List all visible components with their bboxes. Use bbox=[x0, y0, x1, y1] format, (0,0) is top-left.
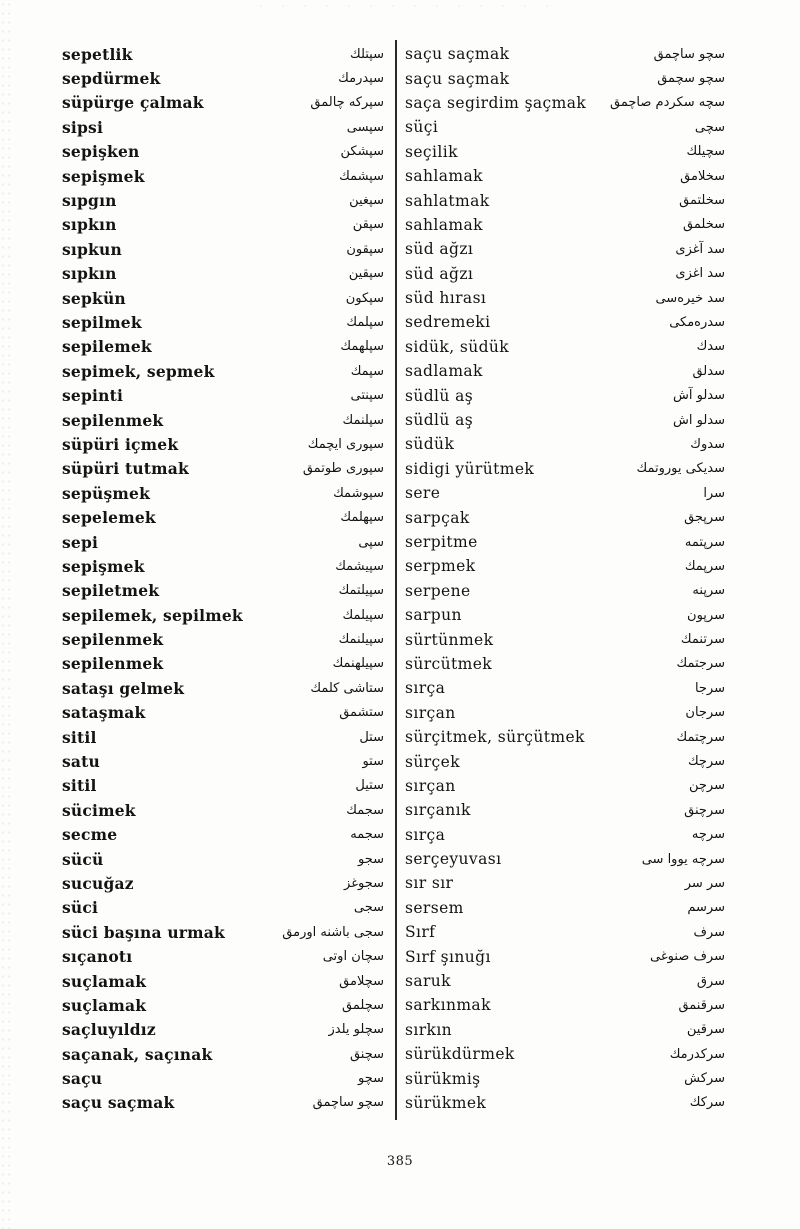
entry-ottoman-script: سدوك bbox=[690, 436, 725, 452]
entry-transliteration: serpene bbox=[405, 581, 471, 600]
entry-ottoman-script: سجمه bbox=[350, 827, 384, 843]
entry-ottoman-script: ستشمق bbox=[339, 705, 384, 721]
entry-transliteration: sepilemek, sepilmek bbox=[62, 605, 243, 625]
entry-ottoman-script: سچلمق bbox=[342, 997, 384, 1013]
dictionary-entry bbox=[62, 286, 384, 310]
dictionary-entry bbox=[405, 701, 725, 725]
entry-transliteration: sır sır bbox=[405, 874, 454, 893]
dictionary-entry bbox=[62, 115, 384, 139]
entry-ottoman-script: سچی bbox=[694, 119, 725, 135]
dictionary-entry bbox=[62, 66, 384, 90]
dictionary-entry bbox=[62, 310, 384, 334]
entry-ottoman-script: سچه سکردم صاچمق bbox=[610, 95, 725, 111]
entry-ottoman-script: سپهلمك bbox=[340, 510, 384, 526]
entry-transliteration: sepilenmek bbox=[62, 410, 164, 430]
entry-ottoman-script: سرپون bbox=[687, 607, 725, 623]
entry-transliteration: sürçitmek, sürçütmek bbox=[405, 728, 585, 747]
entry-ottoman-script: سپیلنمك bbox=[338, 632, 384, 648]
entry-ottoman-script: ستاشی کلمك bbox=[310, 680, 384, 696]
dictionary-entry bbox=[405, 164, 725, 188]
dictionary-entry bbox=[405, 505, 725, 529]
entry-ottoman-script: سخلمق bbox=[683, 217, 725, 233]
entry-transliteration: sepiletmek bbox=[62, 581, 160, 601]
dictionary-entry bbox=[405, 1018, 725, 1042]
column-divider bbox=[395, 40, 397, 1120]
entry-ottoman-script: سرکدرمك bbox=[669, 1046, 725, 1062]
entry-ottoman-script: سد خیره‌سی bbox=[655, 290, 725, 306]
entry-transliteration: saçluyıldız bbox=[62, 1020, 156, 1040]
entry-ottoman-script: سخلتمق bbox=[679, 193, 725, 209]
entry-ottoman-script: سجوغز bbox=[344, 875, 384, 891]
entry-ottoman-script: سچیلك bbox=[686, 144, 725, 160]
dictionary-entry bbox=[405, 1066, 725, 1090]
entry-ottoman-script: سپقون bbox=[346, 241, 384, 257]
entry-transliteration: sataşmak bbox=[62, 703, 146, 723]
entry-transliteration: sitil bbox=[62, 727, 97, 747]
entry-ottoman-script: سپتلك bbox=[350, 46, 384, 62]
dictionary-entry bbox=[405, 457, 725, 481]
entry-transliteration: sepişmek bbox=[62, 556, 145, 576]
dictionary-entry bbox=[62, 579, 384, 603]
entry-transliteration: sıpkın bbox=[62, 264, 117, 284]
entry-transliteration: sidük, südük bbox=[405, 337, 510, 356]
entry-ottoman-script: سجی bbox=[353, 900, 384, 916]
entry-ottoman-script: سپیلهنمك bbox=[332, 656, 384, 672]
dictionary-entry bbox=[405, 579, 725, 603]
entry-transliteration: sipsi bbox=[62, 117, 104, 137]
entry-transliteration: Sırf şınuğı bbox=[405, 947, 491, 966]
entry-ottoman-script: سچو bbox=[358, 1071, 384, 1087]
entry-ottoman-script: ستیل bbox=[355, 778, 384, 794]
entry-ottoman-script: سدك bbox=[696, 339, 725, 355]
entry-transliteration: sepilenmek bbox=[62, 654, 164, 674]
entry-ottoman-script: سپقن bbox=[352, 217, 384, 233]
entry-transliteration: suçlamak bbox=[62, 995, 147, 1015]
dictionary-entry bbox=[405, 42, 725, 66]
dictionary-entry bbox=[405, 115, 725, 139]
entry-transliteration: sıçanotı bbox=[62, 947, 133, 967]
entry-transliteration: süpüri tutmak bbox=[62, 459, 189, 479]
entry-ottoman-script: سچنق bbox=[349, 1046, 384, 1062]
entry-transliteration: sepetlik bbox=[62, 44, 133, 64]
dictionary-entry bbox=[62, 969, 384, 993]
dictionary-entry bbox=[62, 993, 384, 1017]
dictionary-entry bbox=[62, 42, 384, 66]
entry-ottoman-script: سپیشمك bbox=[335, 558, 384, 574]
entry-transliteration: serçeyuvası bbox=[405, 850, 502, 869]
entry-transliteration: sarpçak bbox=[405, 508, 470, 527]
entry-ottoman-script: سپی bbox=[358, 534, 384, 550]
entry-transliteration: sırçan bbox=[405, 703, 456, 722]
entry-transliteration: sıpkın bbox=[62, 215, 117, 235]
entry-transliteration: sırça bbox=[405, 679, 446, 698]
entry-transliteration: sürcütmek bbox=[405, 654, 493, 673]
entry-transliteration: satu bbox=[62, 752, 100, 772]
dictionary-entry bbox=[62, 237, 384, 261]
dictionary-entry bbox=[405, 188, 725, 212]
entry-transliteration: sürükmiş bbox=[405, 1069, 481, 1088]
entry-ottoman-script: سدلو اش bbox=[672, 412, 725, 428]
dictionary-entry bbox=[62, 1042, 384, 1066]
entry-transliteration: sepelemek bbox=[62, 508, 156, 528]
dictionary-entry bbox=[62, 554, 384, 578]
dictionary-entry bbox=[405, 627, 725, 651]
entry-ottoman-script: سرپمك bbox=[684, 558, 725, 574]
dictionary-entry bbox=[405, 920, 725, 944]
dictionary-entry bbox=[62, 213, 384, 237]
dictionary-entry bbox=[405, 335, 725, 359]
entry-ottoman-script: سچان اوتی bbox=[322, 949, 384, 965]
dictionary-entry bbox=[405, 286, 725, 310]
entry-ottoman-script: سخلامق bbox=[680, 168, 725, 184]
entry-ottoman-script: سر سر bbox=[684, 875, 725, 891]
entry-transliteration: südlü aş bbox=[405, 386, 474, 405]
entry-transliteration: sürükdürmek bbox=[405, 1045, 515, 1064]
entry-transliteration: sucuğaz bbox=[62, 873, 134, 893]
entry-ottoman-script: سد آغزی bbox=[675, 241, 725, 257]
dictionary-entry bbox=[405, 1091, 725, 1115]
entry-ottoman-script: سرپجق bbox=[684, 510, 725, 526]
entry-ottoman-script: سپسی bbox=[346, 119, 384, 135]
dictionary-entry bbox=[62, 823, 384, 847]
entry-ottoman-script: سرپتمه bbox=[684, 534, 725, 550]
entry-transliteration: secme bbox=[62, 825, 118, 845]
entry-ottoman-script: سپدرمك bbox=[338, 71, 384, 87]
dictionary-entry bbox=[405, 749, 725, 773]
dictionary-entry bbox=[405, 944, 725, 968]
entry-ottoman-script: سچلو یلدز bbox=[328, 1022, 384, 1038]
entry-ottoman-script: سرسم bbox=[687, 900, 725, 916]
dictionary-entry bbox=[62, 701, 384, 725]
entry-transliteration: sürükmek bbox=[405, 1093, 487, 1112]
entry-ottoman-script: سپیلمك bbox=[342, 607, 384, 623]
entry-transliteration: sepüşmek bbox=[62, 483, 151, 503]
entry-ottoman-script: سچو سچمق bbox=[657, 71, 725, 87]
entry-transliteration: sahlatmak bbox=[405, 191, 490, 210]
entry-ottoman-script: سچو ساچمق bbox=[312, 1095, 384, 1111]
entry-transliteration: süd ağzı bbox=[405, 264, 474, 283]
dictionary-entry bbox=[405, 408, 725, 432]
entry-ottoman-script: سدلق bbox=[692, 363, 725, 379]
entry-transliteration: sıpkun bbox=[62, 239, 122, 259]
dictionary-entry bbox=[405, 676, 725, 700]
entry-ottoman-script: سدره‌مکی bbox=[669, 314, 725, 330]
dictionary-entry bbox=[405, 725, 725, 749]
entry-transliteration: sepilenmek bbox=[62, 630, 164, 650]
dictionary-entry bbox=[405, 91, 725, 115]
entry-ottoman-script: سرجان bbox=[685, 705, 725, 721]
entry-transliteration: sahlamak bbox=[405, 215, 483, 234]
entry-ottoman-script: ستو bbox=[362, 754, 384, 770]
entry-ottoman-script: سپیلتمك bbox=[338, 583, 384, 599]
entry-transliteration: süci bbox=[62, 898, 99, 918]
entry-transliteration: sücimek bbox=[62, 800, 136, 820]
entry-transliteration: saçu bbox=[62, 1069, 103, 1089]
entry-transliteration: sepi bbox=[62, 532, 99, 552]
dictionary-entry bbox=[405, 896, 725, 920]
entry-transliteration: sürtünmek bbox=[405, 630, 494, 649]
scan-top-marks bbox=[250, 2, 550, 12]
entry-transliteration: sataşı gelmek bbox=[62, 678, 185, 698]
dictionary-entry bbox=[62, 944, 384, 968]
dictionary-entry bbox=[405, 871, 725, 895]
entry-ottoman-script: ستل bbox=[359, 729, 384, 745]
page-number: 385 bbox=[386, 1154, 414, 1169]
entry-ottoman-script: سپغین bbox=[349, 193, 384, 209]
entry-ottoman-script: سجو bbox=[358, 851, 384, 867]
entry-transliteration: sürçek bbox=[405, 752, 460, 771]
entry-ottoman-script: سرچن bbox=[689, 778, 725, 794]
entry-ottoman-script: سرپنه bbox=[692, 583, 725, 599]
dictionary-entry bbox=[405, 66, 725, 90]
entry-transliteration: süpürge çalmak bbox=[62, 93, 204, 113]
entry-ottoman-script: سرچك bbox=[687, 754, 725, 770]
entry-transliteration: sırçan bbox=[405, 776, 456, 795]
entry-transliteration: serpitme bbox=[405, 533, 478, 551]
dictionary-entry bbox=[62, 359, 384, 383]
entry-transliteration: saçu saçmak bbox=[62, 1093, 175, 1113]
entry-ottoman-script: سپوری طوتمق bbox=[302, 461, 384, 477]
dictionary-entry bbox=[62, 1091, 384, 1115]
right-column bbox=[405, 42, 725, 1115]
dictionary-entry bbox=[62, 530, 384, 554]
dictionary-entry bbox=[62, 603, 384, 627]
entry-ottoman-script: سرف bbox=[693, 924, 725, 940]
dictionary-entry bbox=[405, 432, 725, 456]
entry-ottoman-script: سپلنمك bbox=[342, 412, 384, 428]
entry-transliteration: sırçanık bbox=[405, 801, 471, 820]
entry-transliteration: suçlamak bbox=[62, 971, 147, 991]
entry-ottoman-script: سپشکن bbox=[340, 144, 384, 160]
entry-transliteration: saçanak, saçınak bbox=[62, 1044, 213, 1064]
entry-transliteration: sıpgın bbox=[62, 191, 117, 211]
entry-transliteration: serpmek bbox=[405, 557, 476, 576]
entry-transliteration: sepilemek bbox=[62, 337, 152, 357]
dictionary-entry bbox=[62, 749, 384, 773]
dictionary-entry bbox=[62, 188, 384, 212]
entry-ottoman-script: سرچتمك bbox=[676, 729, 725, 745]
entry-ottoman-script: سرجتمك bbox=[676, 656, 725, 672]
entry-transliteration: sersem bbox=[405, 898, 464, 917]
dictionary-entry bbox=[62, 432, 384, 456]
entry-transliteration: süd hırası bbox=[405, 289, 487, 308]
dictionary-entry bbox=[405, 481, 725, 505]
entry-transliteration: saçu saçmak bbox=[405, 69, 510, 88]
entry-ottoman-script: سدیکی یوروتمك bbox=[636, 461, 725, 477]
entry-ottoman-script: سرف صنوغی bbox=[650, 949, 725, 965]
dictionary-entry bbox=[62, 1018, 384, 1042]
entry-transliteration: sarpun bbox=[405, 606, 462, 625]
dictionary-entry bbox=[62, 725, 384, 749]
dictionary-entry bbox=[62, 920, 384, 944]
entry-transliteration: Sırf bbox=[405, 923, 436, 942]
entry-ottoman-script: سد اغزی bbox=[675, 266, 725, 282]
entry-ottoman-script: سپشمك bbox=[339, 168, 384, 184]
dictionary-entry bbox=[62, 847, 384, 871]
dictionary-entry bbox=[405, 1042, 725, 1066]
entry-transliteration: sepilmek bbox=[62, 312, 142, 332]
dictionary-entry bbox=[62, 1066, 384, 1090]
dictionary-entry bbox=[405, 969, 725, 993]
entry-transliteration: sedremeki bbox=[405, 313, 491, 332]
entry-transliteration: saça segirdim şaçmak bbox=[405, 93, 587, 112]
dictionary-entry bbox=[405, 359, 725, 383]
entry-ottoman-script: سچو ساچمق bbox=[653, 46, 725, 62]
entry-ottoman-script: سرچنق bbox=[684, 802, 725, 818]
entry-ottoman-script: سجی باشنه اورمق bbox=[282, 924, 384, 940]
dictionary-entry bbox=[405, 847, 725, 871]
dictionary-entry bbox=[62, 383, 384, 407]
dictionary-entry bbox=[405, 140, 725, 164]
entry-ottoman-script: سپمك bbox=[350, 363, 384, 379]
entry-transliteration: saruk bbox=[405, 972, 451, 991]
dictionary-entry bbox=[62, 481, 384, 505]
entry-transliteration: seçilik bbox=[405, 142, 458, 161]
entry-transliteration: sücü bbox=[62, 849, 104, 869]
entry-ottoman-script: سدلو آش bbox=[672, 388, 725, 404]
entry-ottoman-script: سرچه یووا سی bbox=[641, 851, 725, 867]
entry-ottoman-script: سرق bbox=[696, 973, 725, 989]
entry-ottoman-script: سپقین bbox=[348, 266, 384, 282]
entry-transliteration: süci başına urmak bbox=[62, 922, 225, 942]
dictionary-entry bbox=[62, 871, 384, 895]
entry-ottoman-script: سپوری ایچمك bbox=[307, 436, 384, 452]
entry-transliteration: sırkın bbox=[405, 1020, 453, 1039]
entry-ottoman-script: سپلمك bbox=[346, 314, 384, 330]
entry-transliteration: sepinti bbox=[62, 386, 124, 406]
entry-transliteration: süçi bbox=[405, 118, 439, 137]
dictionary-entry bbox=[405, 603, 725, 627]
entry-transliteration: süd ağzı bbox=[405, 240, 474, 259]
dictionary-entry bbox=[405, 237, 725, 261]
entry-ottoman-script: سرجا bbox=[694, 680, 725, 696]
entry-transliteration: sepişmek bbox=[62, 166, 145, 186]
dictionary-entry bbox=[405, 652, 725, 676]
entry-ottoman-script: سپرکه چالمق bbox=[310, 95, 384, 111]
dictionary-entry bbox=[62, 505, 384, 529]
entry-ottoman-script: سپکون bbox=[345, 290, 384, 306]
entry-transliteration: sarkınmak bbox=[405, 996, 491, 1015]
dictionary-entry bbox=[62, 798, 384, 822]
dictionary-entry bbox=[62, 408, 384, 432]
dictionary-entry bbox=[62, 140, 384, 164]
entry-transliteration: sidigi yürütmek bbox=[405, 459, 535, 478]
entry-ottoman-script: سرکك bbox=[689, 1095, 725, 1111]
dictionary-entry bbox=[62, 774, 384, 798]
entry-ottoman-script: سپوشمك bbox=[333, 485, 384, 501]
dictionary-entry bbox=[405, 774, 725, 798]
entry-transliteration: sere bbox=[405, 484, 441, 503]
dictionary-entry bbox=[405, 554, 725, 578]
entry-transliteration: sepdürmek bbox=[62, 69, 161, 89]
entry-ottoman-script: سرچه bbox=[691, 827, 725, 843]
entry-ottoman-script: سرقین bbox=[686, 1022, 725, 1038]
entry-ottoman-script: سرکش bbox=[684, 1071, 725, 1087]
dictionary-entry bbox=[62, 676, 384, 700]
entry-ottoman-script: سرقنمق bbox=[678, 997, 725, 1013]
dictionary-entry bbox=[62, 262, 384, 286]
entry-transliteration: sadlamak bbox=[405, 362, 483, 381]
dictionary-entry bbox=[405, 310, 725, 334]
dictionary-entry bbox=[405, 823, 725, 847]
dictionary-entry bbox=[405, 993, 725, 1017]
entry-ottoman-script: سرتنمك bbox=[680, 632, 725, 648]
dictionary-entry bbox=[405, 530, 725, 554]
entry-ottoman-script: سپلهمك bbox=[340, 339, 384, 355]
entry-transliteration: süpüri içmek bbox=[62, 434, 179, 454]
dictionary-entry bbox=[62, 335, 384, 359]
entry-ottoman-script: سرا bbox=[703, 485, 725, 501]
entry-transliteration: sepimek, sepmek bbox=[62, 361, 215, 381]
entry-transliteration: saçu saçmak bbox=[405, 45, 510, 64]
dictionary-entry bbox=[405, 383, 725, 407]
dictionary-entry bbox=[62, 627, 384, 651]
dictionary-entry bbox=[405, 262, 725, 286]
entry-transliteration: südük bbox=[405, 435, 455, 454]
entry-transliteration: sepkün bbox=[62, 288, 126, 308]
dictionary-entry bbox=[62, 652, 384, 676]
scan-margin-texture bbox=[0, 0, 14, 1229]
entry-transliteration: sitil bbox=[62, 776, 97, 796]
dictionary-entry bbox=[405, 798, 725, 822]
left-column bbox=[62, 42, 384, 1115]
entry-transliteration: sırça bbox=[405, 825, 446, 844]
entry-transliteration: südlü aş bbox=[405, 411, 474, 430]
entry-transliteration: sahlamak bbox=[405, 167, 483, 186]
dictionary-entry bbox=[62, 91, 384, 115]
entry-transliteration: sepişken bbox=[62, 142, 140, 162]
entry-ottoman-script: سپنتی bbox=[350, 388, 384, 404]
dictionary-entry bbox=[62, 896, 384, 920]
dictionary-entry bbox=[62, 457, 384, 481]
entry-ottoman-script: سچلامق bbox=[339, 973, 384, 989]
entry-ottoman-script: سجمك bbox=[346, 802, 384, 818]
dictionary-entry bbox=[405, 213, 725, 237]
dictionary-entry bbox=[62, 164, 384, 188]
